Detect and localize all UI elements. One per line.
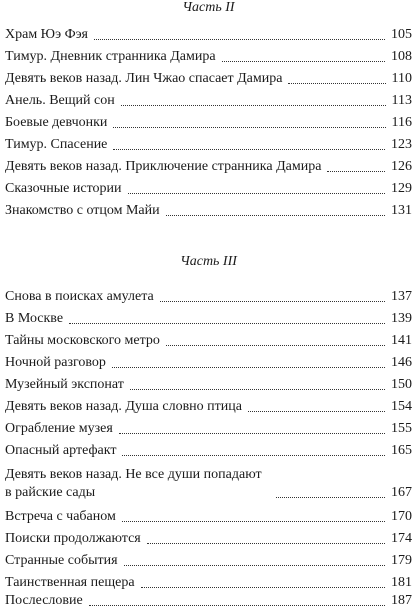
toc-entry [5,350,412,372]
toc-entry [5,176,412,198]
toc-entry-page: 179 [391,553,412,568]
toc-entry [5,66,412,88]
toc-entry [5,394,412,416]
toc-entry-title: Девять веков назад. Лин Чжао спасает Дамира [5,71,283,86]
toc-entry-page: 187 [391,593,412,608]
toc-entry-page: 170 [391,509,412,524]
toc-entry-page: 141 [391,333,412,348]
toc-entry [5,548,412,570]
toc-entry [5,372,412,394]
dot-leader [276,497,385,498]
toc-entry-epilogue [5,588,412,610]
toc-entry [5,110,412,132]
dot-leader [288,83,385,84]
toc-entry-title: Опасный артефакт [5,443,117,458]
toc-entry-title: Сказочные истории [5,181,122,196]
dot-leader [113,127,385,128]
toc-entry-page: 123 [391,137,412,152]
dot-leader [248,411,385,412]
toc-entry-page: 181 [391,575,412,590]
dot-leader [122,455,385,456]
toc-entry-page: 165 [391,443,412,458]
toc-entry-page: 116 [391,115,412,130]
toc-entry [5,132,412,154]
toc-entry-page: 174 [391,531,412,546]
toc-entry-page: 108 [391,49,412,64]
toc-entry-title: Таинственная пещера [5,575,135,590]
toc-entry-title: Тимур. Спасение [5,137,108,152]
dot-leader [160,301,385,302]
toc-entry [5,526,412,548]
toc-entry-title: Тимур. Дневник странника Дамира [5,49,216,64]
toc-entry-page: 167 [391,485,412,500]
toc-entry-title: Ночной разговор [5,355,106,370]
dot-leader [113,149,385,150]
toc-entry [5,416,412,438]
toc-entry [5,460,412,502]
dot-leader [128,193,385,194]
toc-entry-page: 146 [391,355,412,370]
toc-entry-page: 139 [391,311,412,326]
dot-leader [222,61,385,62]
toc-entry-title: Встреча с чабаном [5,509,116,524]
dot-leader [94,39,385,40]
toc-entry [5,306,412,328]
toc-entry-title: Послесловие [5,593,83,608]
toc-entry [5,88,412,110]
toc-entry-title: Ограбление музея [5,421,113,436]
toc-entry [5,22,412,44]
dot-leader [69,323,385,324]
toc-entry [5,438,412,460]
dot-leader [166,215,385,216]
dot-leader [89,605,385,606]
dot-leader [327,171,385,172]
dot-leader [112,367,385,368]
toc-entry-page: 131 [391,203,412,218]
toc-entry-page: 137 [391,289,412,304]
dot-leader [119,433,385,434]
toc-entry [5,328,412,350]
toc-entry-page: 105 [391,27,412,42]
toc-entry-title: Боевые девчонки [5,115,108,130]
toc-entry [5,504,412,526]
toc-entry-title: Странные события [5,553,118,568]
toc-entry-title: Анель. Вещий сон [5,93,115,108]
toc-entry [5,154,412,176]
part-3-heading: Часть III [180,254,237,269]
toc-entry-title: В Москве [5,311,64,326]
toc-entry-page: 155 [391,421,412,436]
toc-entry-title: Храм Юэ Фэя [5,27,88,42]
toc-entry-title: Снова в поисках амулета [5,289,154,304]
toc-entry-page: 126 [391,159,412,174]
toc-entry-title: Поиски продолжаются [5,531,141,546]
part-2-heading: Часть II [182,0,235,15]
toc-entry [5,44,412,66]
dot-leader [121,105,386,106]
toc-entry-title: Девять веков назад. Душа словно птица [5,399,242,414]
dot-leader [147,543,385,544]
toc-entry-title: Тайны московского метро [5,333,160,348]
dot-leader [130,389,385,390]
toc-entry-title: Девять веков назад. Приключение странника Дамира [5,159,322,174]
toc-entry-page: 113 [391,93,412,108]
toc-entry-page: 110 [391,71,412,86]
toc-entry [5,284,412,306]
dot-leader [124,565,385,566]
toc-entry-page: 154 [391,399,412,414]
toc-entry-title: Девять веков назад. Не все души попадают в райские сады [5,467,262,500]
toc-entry-title: Знакомство с отцом Майи [5,203,160,218]
toc-entry-page: 129 [391,181,412,196]
toc-entry-page: 150 [391,377,412,392]
toc-entry-title: Музейный экспонат [5,377,124,392]
toc-entry [5,198,412,220]
dot-leader [166,345,385,346]
dot-leader [122,521,385,522]
